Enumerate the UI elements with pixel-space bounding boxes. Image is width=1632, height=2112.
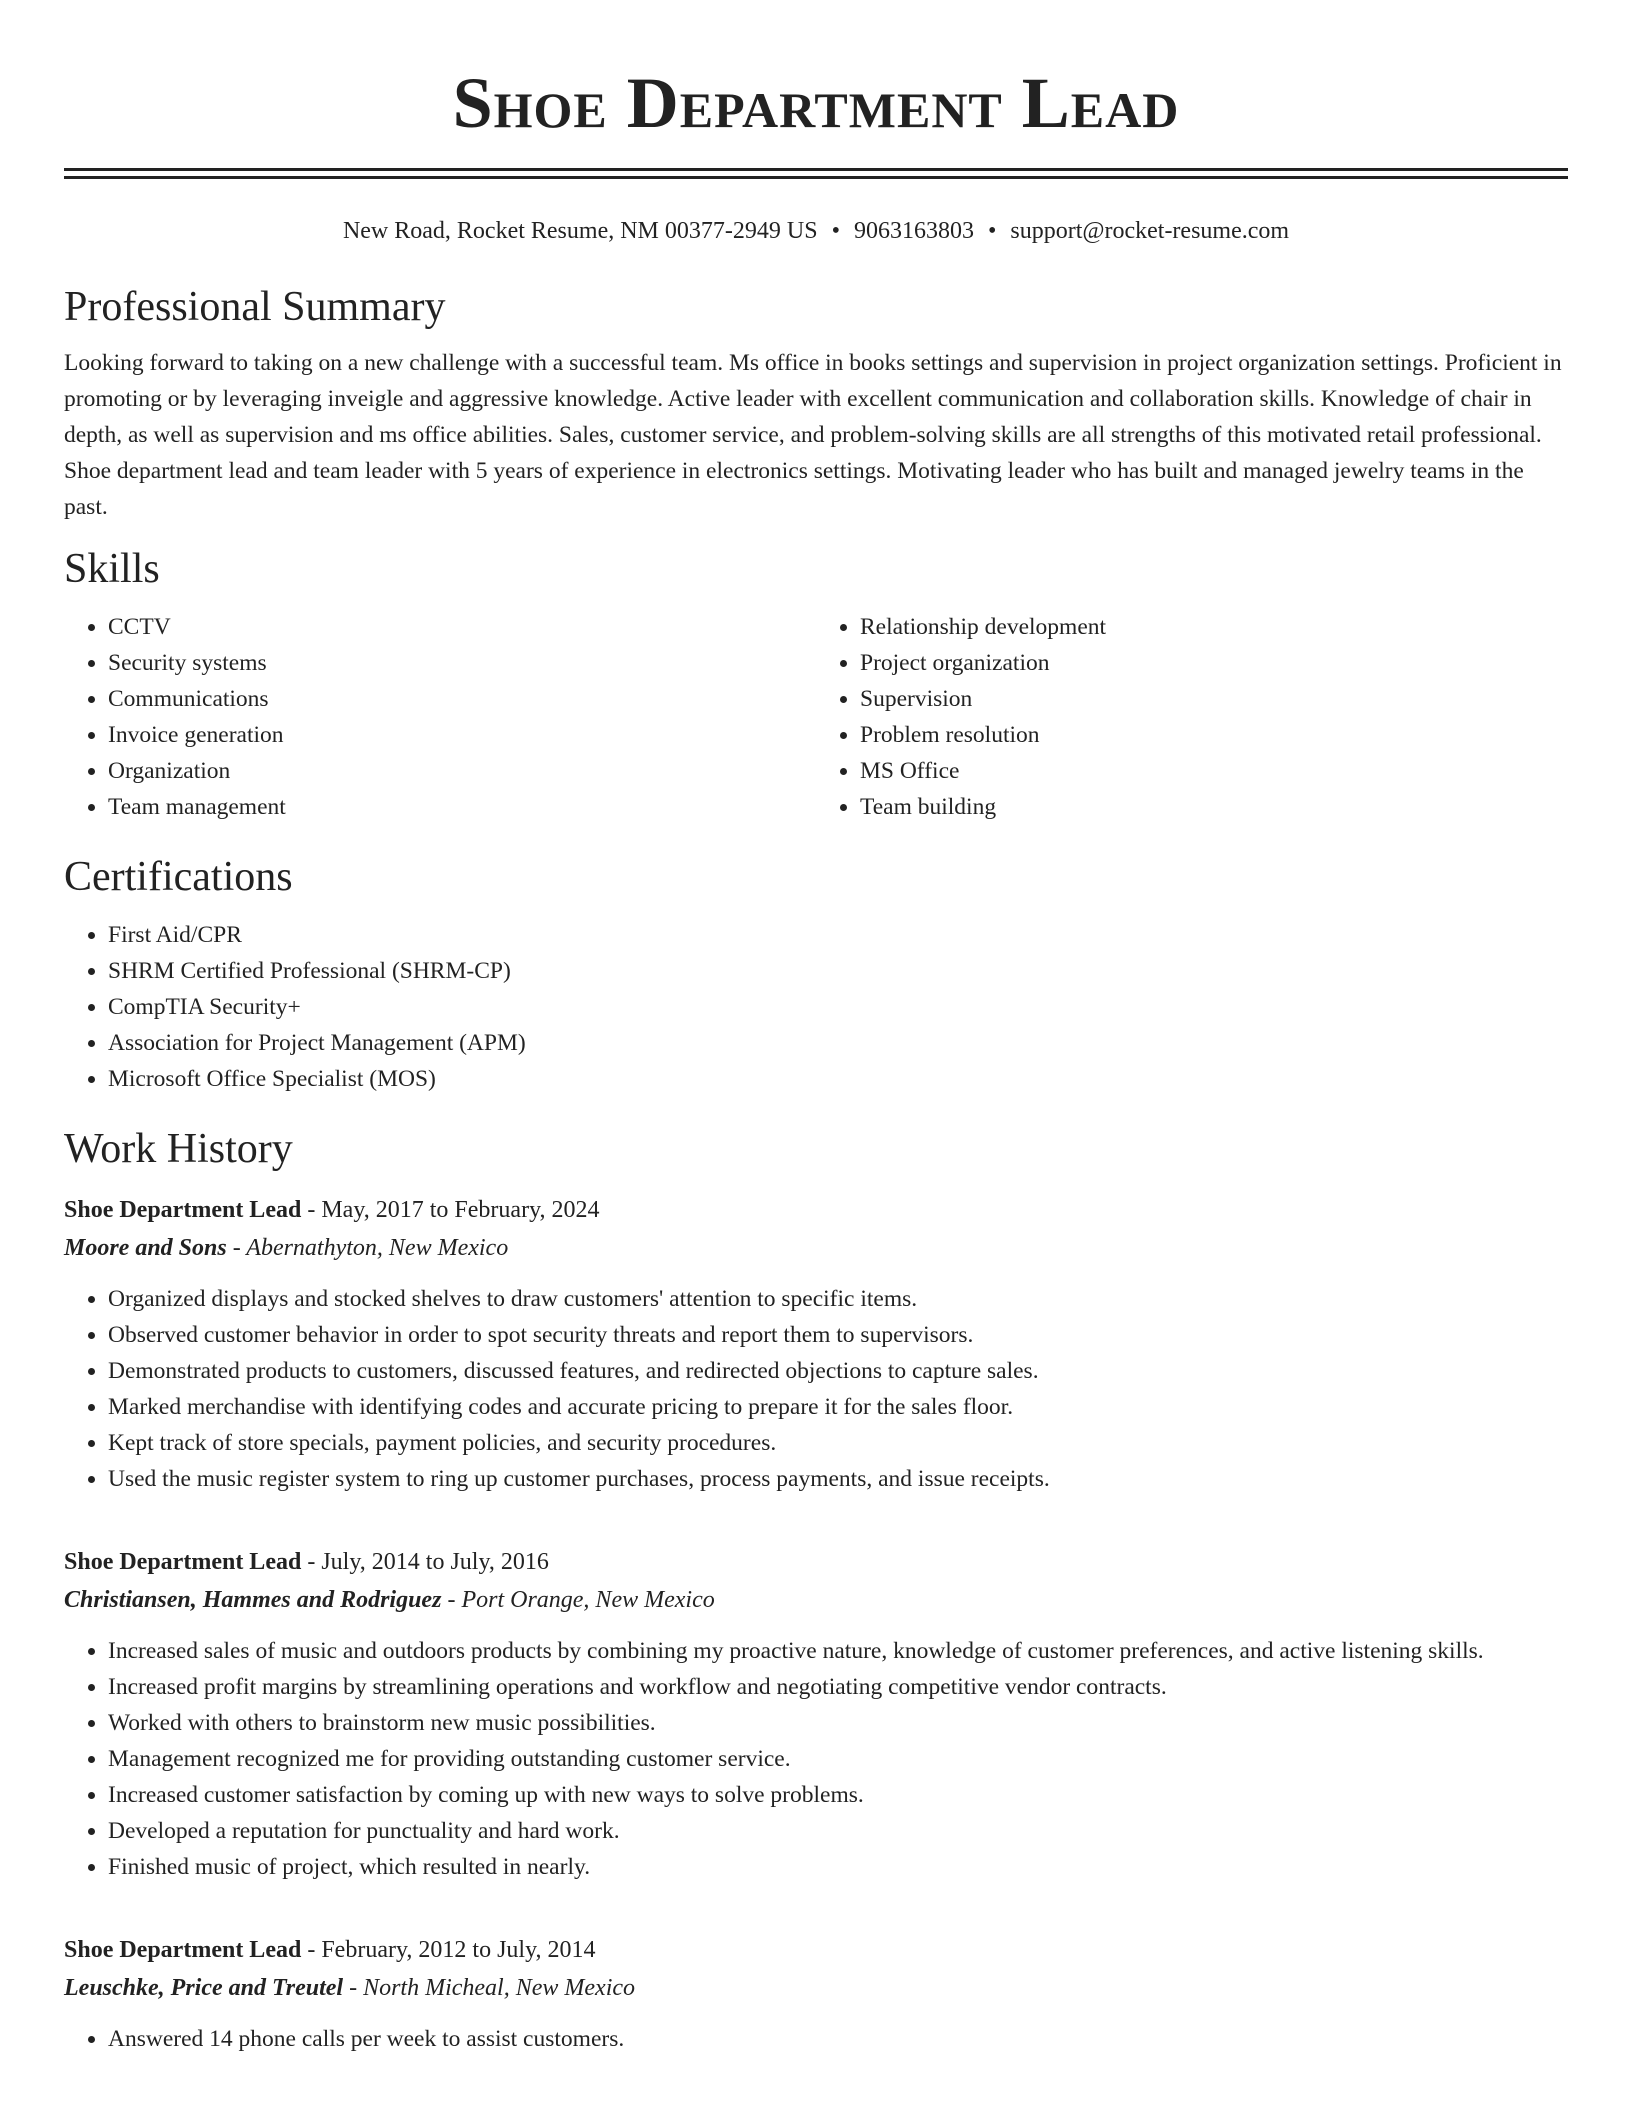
job-title-line: Shoe Department Lead - May, 2017 to February, 2024 <box>64 1197 600 1223</box>
skill-item: • Communications <box>108 681 816 717</box>
job-entry <box>64 1931 1568 2057</box>
contact-separator: • <box>831 218 840 244</box>
skill-item: • Project organization <box>860 645 1568 681</box>
certification-item: • Association for Project Management (APM) <box>108 1025 1568 1061</box>
skill-item: • Organization <box>108 753 816 789</box>
skill-item: • Team management <box>108 789 816 825</box>
duty-item: • Increased sales of music and outdoors products by combining my proactive nature, knowledge of customer preferences, and active listening skills. <box>108 1633 1568 1669</box>
contact-phone: 9063163803 <box>853 218 974 244</box>
job-position: Shoe Department Lead <box>64 1549 302 1575</box>
duty-item: • Marked merchandise with identifying codes and accurate pricing to prepare it for the sales floor. <box>108 1389 1568 1425</box>
skill-item: • Supervision <box>860 681 1568 717</box>
contact-separator: • <box>987 218 997 244</box>
job-duties-list <box>64 1633 1568 1885</box>
certification-item: • Microsoft Office Specialist (MOS) <box>108 1061 1568 1097</box>
duty-item: • Organized displays and stocked shelves to draw customers' attention to specific items. <box>108 1281 1568 1317</box>
skills-section-title: Skills <box>64 546 160 592</box>
duty-item: • Increased profit margins by streamlining operations and workflow and negotiating competitive vendor contracts. <box>108 1669 1568 1705</box>
job-dates: July, 2014 to July, 2016 <box>321 1549 549 1575</box>
job-location: Port Orange, New Mexico <box>461 1587 715 1613</box>
skills-left-list <box>64 609 816 825</box>
job-position: Shoe Department Lead <box>64 1937 302 1963</box>
job-dates: May, 2017 to February, 2024 <box>321 1197 600 1223</box>
contact-line <box>64 215 1568 247</box>
job-company: Moore and Sons <box>64 1235 227 1261</box>
certification-item: • SHRM Certified Professional (SHRM-CP) <box>108 953 1568 989</box>
skills-columns <box>64 609 1568 825</box>
job-duties-list <box>64 2021 1568 2057</box>
job-company-line: Christiansen, Hammes and Rodriguez - Port Orange, New Mexico <box>64 1587 715 1613</box>
skill-item: • Invoice generation <box>108 717 816 753</box>
duty-item: • Developed a reputation for punctuality and hard work. <box>108 1813 1568 1849</box>
job-entry <box>64 1191 1568 1497</box>
skill-item: • CCTV <box>108 609 816 645</box>
duty-item: • Answered 14 phone calls per week to assist customers. <box>108 2021 1568 2057</box>
skill-item: • Relationship development <box>860 609 1568 645</box>
duty-item: • Demonstrated products to customers, discussed features, and redirected objections to capture sales. <box>108 1353 1568 1389</box>
job-title-line: Shoe Department Lead - July, 2014 to July, 2016 <box>64 1549 549 1575</box>
certifications-list <box>64 917 1568 1097</box>
job-company: Christiansen, Hammes and Rodriguez <box>64 1587 442 1613</box>
job-position: Shoe Department Lead <box>64 1197 302 1223</box>
certifications-section-title: Certifications <box>64 854 293 900</box>
contact-email: support@rocket-resume.com <box>1010 218 1290 244</box>
duty-item: • Finished music of project, which resulted in nearly. <box>108 1849 1568 1885</box>
job-company-line: Moore and Sons - Abernathyton, New Mexico <box>64 1235 509 1261</box>
skills-right-list <box>816 609 1568 825</box>
skill-item: • Problem resolution <box>860 717 1568 753</box>
resume-name-heading: Shoe Department Lead <box>452 63 1180 143</box>
job-dates: February, 2012 to July, 2014 <box>321 1937 596 1963</box>
duty-item: • Management recognized me for providing outstanding customer service. <box>108 1741 1568 1777</box>
job-location: Abernathyton, New Mexico <box>246 1235 509 1261</box>
job-company-line: Leuschke, Price and Treutel - North Micheal, New Mexico <box>64 1975 636 2001</box>
summary-section-title: Professional Summary <box>64 284 446 330</box>
skill-item: • Security systems <box>108 645 816 681</box>
duty-item: • Kept track of store specials, payment policies, and security procedures. <box>108 1425 1568 1461</box>
duty-item: • Worked with others to brainstorm new music possibilities. <box>108 1705 1568 1741</box>
certification-item: • First Aid/CPR <box>108 917 1568 953</box>
skill-item: • Team building <box>860 789 1568 825</box>
work-history-section-title: Work History <box>64 1126 293 1172</box>
skill-item: • MS Office <box>860 753 1568 789</box>
summary-paragraph: Looking forward to taking on a new challenge with a successful team. Ms office in books settings and supervision in project organization settings. Proficient in promoting or by leveraging inveigle and aggressive knowledge. Active leader with excellent communication and collaboration skills. Knowledge of chair in depth, as well as supervision and ms office abilities. Sales, customer service, and problem-solving skills are all strengths of this motivated retail professional. Shoe department lead and team leader with 5 years of experience in electronics settings. Motivating leader who has built and managed jewelry teams in the past. <box>64 350 1562 520</box>
job-title-line: Shoe Department Lead - February, 2012 to July, 2014 <box>64 1937 596 1963</box>
job-company: Leuschke, Price and Treutel <box>64 1975 344 2001</box>
duty-item: • Observed customer behavior in order to spot security threats and report them to supervisors. <box>108 1317 1568 1353</box>
job-entry <box>64 1543 1568 1885</box>
contact-address: New Road, Rocket Resume, NM 00377-2949 US <box>342 218 818 244</box>
job-duties-list <box>64 1281 1568 1497</box>
duty-item: • Used the music register system to ring up customer purchases, process payments, and issue receipts. <box>108 1461 1568 1497</box>
job-location: North Micheal, New Mexico <box>363 1975 636 2001</box>
certification-item: • CompTIA Security+ <box>108 989 1568 1025</box>
header-double-rule <box>64 168 1568 179</box>
duty-item: • Increased customer satisfaction by coming up with new ways to solve problems. <box>108 1777 1568 1813</box>
resume-page <box>64 0 1568 2057</box>
